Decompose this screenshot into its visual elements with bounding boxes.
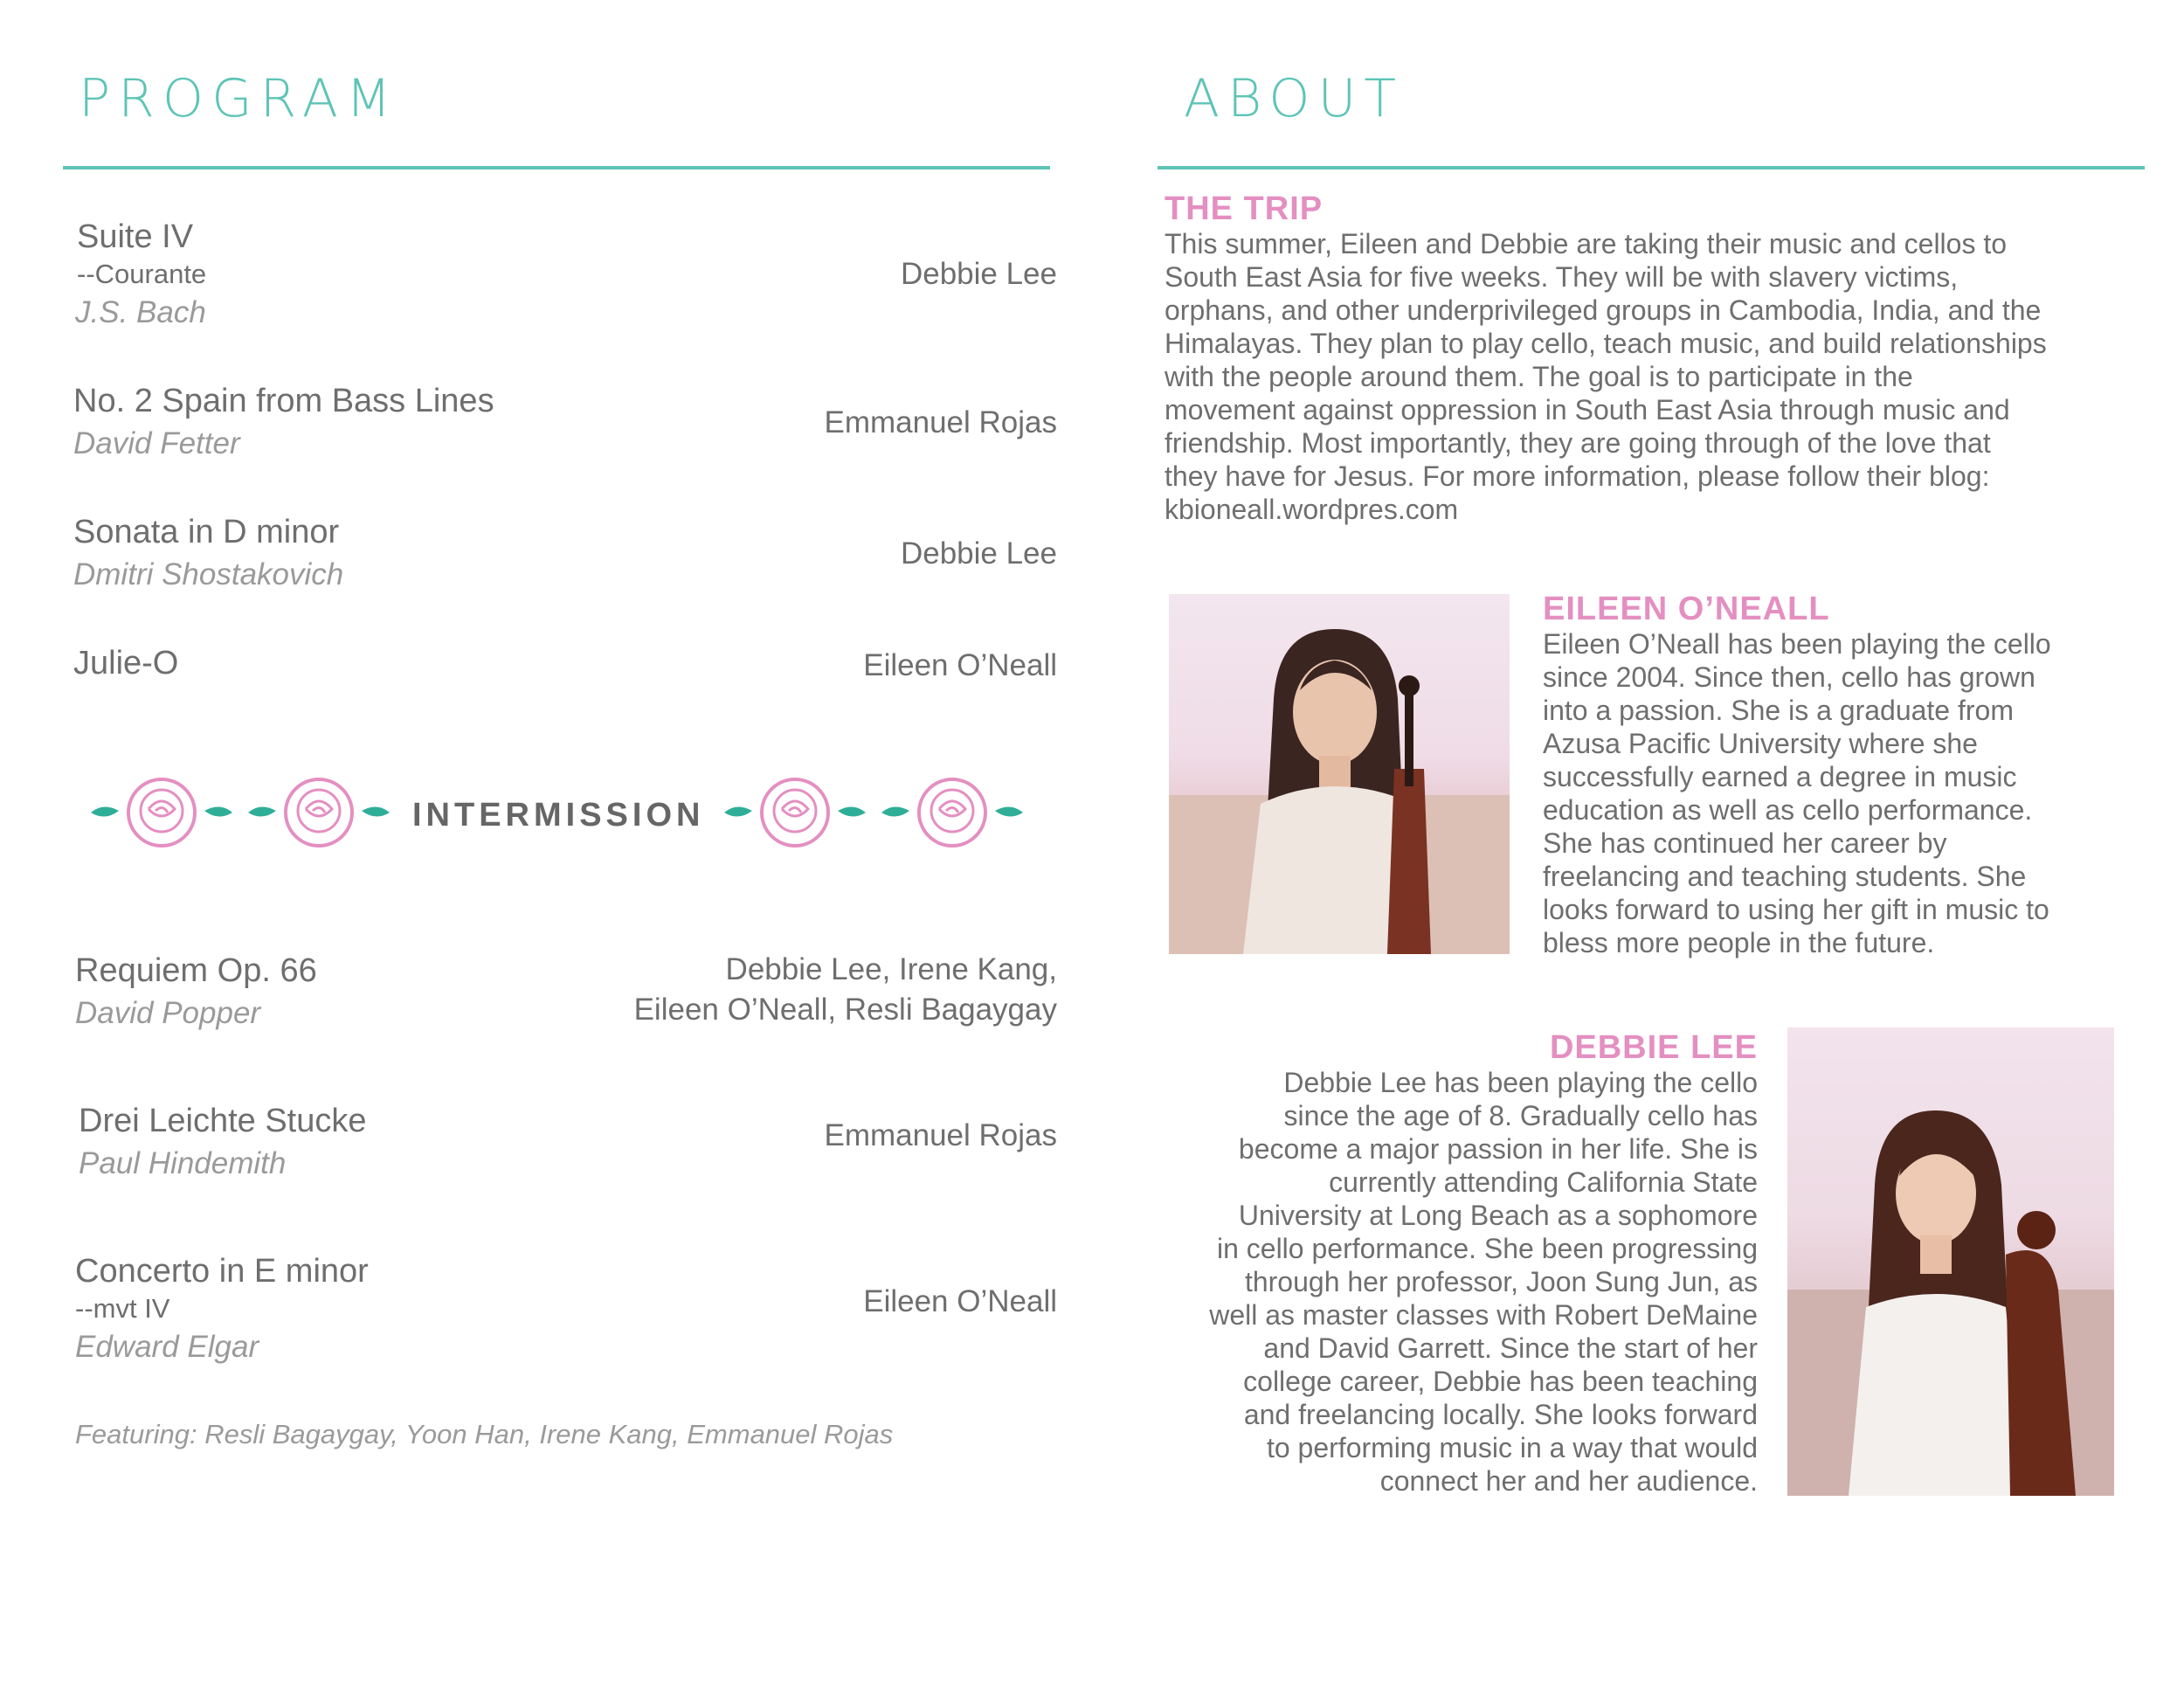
- piece-performer: Debbie Lee: [900, 257, 1057, 291]
- eileen-line: successfully earned a degree in music: [1543, 761, 2017, 792]
- debbie-line: and David Garrett. Since the start of her: [1263, 1332, 1758, 1364]
- piece-title: Sonata in D minor: [73, 514, 340, 550]
- piece-movement: --Courante: [77, 259, 207, 289]
- debbie-line: become a major passion in her life. She is: [1238, 1133, 1758, 1165]
- debbie-line: well as master classes with Robert DeMaine: [1209, 1299, 1758, 1331]
- piece-performer: Emmanuel Rojas: [824, 405, 1057, 439]
- about-heading: ABOUT: [1184, 68, 1405, 129]
- debbie-line: and freelancing locally. She looks forward: [1243, 1399, 1758, 1430]
- rose-ornament-left-2: [245, 769, 393, 856]
- trip-line: South East Asia for five weeks. They will be with slavery victims,: [1165, 261, 1959, 293]
- intermission-label: INTERMISSION: [412, 797, 705, 834]
- eileen-paragraph: [1543, 627, 2051, 959]
- trip-line: they have for Jesus. For more information, please follow their blog:: [1165, 460, 1990, 492]
- piece-performer: Eileen O’Neall: [863, 648, 1057, 682]
- piece-composer: Paul Hindemith: [79, 1146, 287, 1180]
- program-heading: PROGRAM: [79, 68, 399, 129]
- eileen-line: bless more people in the future.: [1543, 927, 1935, 958]
- eileen-line: looks forward to using her gift in music to: [1543, 894, 2049, 925]
- eileen-heading: EILEEN O’NEALL: [1543, 591, 1830, 627]
- eileen-line: freelancing and teaching students. She: [1543, 861, 2027, 892]
- rose-ornament-right-2: [878, 769, 1026, 856]
- eileen-line: since 2004. Since then, cello has grown: [1543, 661, 2035, 693]
- rose-icon: [245, 769, 393, 856]
- eileen-line: Eileen O’Neall has been playing the cello: [1543, 628, 2051, 660]
- trip-line: Himalayas. They plan to play cello, teach music, and build relationships: [1165, 328, 2047, 359]
- piece-composer: Edward Elgar: [75, 1330, 259, 1364]
- debbie-line: Debbie Lee has been playing the cello: [1283, 1067, 1758, 1098]
- featuring-line: Featuring: Resli Bagaygay, Yoon Han, Irene Kang, Emmanuel Rojas: [75, 1419, 894, 1449]
- trip-line: friendship. Most importantly, they are going through of the love that: [1165, 427, 1991, 459]
- piece-performer: Emmanuel Rojas: [824, 1118, 1057, 1152]
- piece-title: Drei Leichte Stucke: [79, 1103, 367, 1139]
- piece-title: Suite IV: [77, 218, 194, 255]
- about-rule: [1158, 166, 2145, 169]
- program-rule: [63, 166, 1050, 169]
- piece-movement: --mvt IV: [75, 1293, 170, 1324]
- debbie-line: college career, Debbie has been teaching: [1243, 1366, 1758, 1397]
- debbie-line: connect her and her audience.: [1379, 1465, 1758, 1497]
- eileen-line: into a passion. She is a graduate from: [1543, 695, 2014, 726]
- debbie-line: in cello performance. She been progressing: [1216, 1233, 1758, 1264]
- eileen-line: education as well as cello performance.: [1543, 794, 2033, 826]
- debbie-line: through her professor, Joon Sung Jun, as: [1244, 1266, 1758, 1297]
- eileen-line: Azusa Pacific University where she: [1543, 728, 1978, 759]
- piece-performer: Eileen O’Neall: [863, 1284, 1057, 1318]
- rose-icon: [878, 769, 1026, 856]
- rose-ornament-left: [87, 769, 236, 856]
- debbie-line: since the age of 8. Gradually cello has: [1283, 1100, 1758, 1131]
- debbie-photo: [1787, 1027, 2114, 1496]
- piece-performer: Debbie Lee, Irene Kang,: [725, 952, 1057, 986]
- debbie-line: University at Long Beach as a sophomore: [1238, 1200, 1758, 1231]
- debbie-line: to performing music in a way that would: [1266, 1432, 1758, 1463]
- rose-ornament-right: [721, 769, 869, 856]
- piece-composer: Dmitri Shostakovich: [73, 557, 344, 591]
- trip-line: orphans, and other underprivileged groups in Cambodia, India, and the: [1165, 294, 2042, 326]
- eileen-line: She has continued her career by: [1543, 827, 1947, 859]
- piece-title: Requiem Op. 66: [75, 952, 317, 989]
- debbie-paragraph: [1209, 1066, 1758, 1498]
- debbie-heading: DEBBIE LEE: [1549, 1029, 1758, 1066]
- piece-performer: Debbie Lee: [900, 536, 1057, 571]
- trip-line: movement against oppression in South East Asia through music and: [1165, 394, 2010, 425]
- trip-line: with the people around them. The goal is to participate in the: [1165, 361, 1913, 392]
- trip-line: This summer, Eileen and Debbie are taking their music and cellos to: [1165, 228, 2008, 259]
- piece-performer: Eileen O’Neall, Resli Bagaygay: [633, 993, 1057, 1027]
- rose-icon: [721, 769, 869, 856]
- piece-composer: J.S. Bach: [75, 295, 206, 329]
- trip-paragraph: [1165, 227, 2047, 526]
- debbie-line: currently attending California State: [1329, 1166, 1758, 1198]
- eileen-photo: [1169, 594, 1510, 954]
- piece-composer: David Fetter: [73, 426, 240, 460]
- trip-link[interactable]: kbioneall.wordpres.com: [1165, 494, 1459, 525]
- piece-title: Julie-O: [73, 645, 179, 681]
- rose-icon: [87, 769, 236, 856]
- piece-title: No. 2 Spain from Bass Lines: [73, 383, 494, 419]
- trip-heading: THE TRIP: [1165, 190, 1324, 227]
- piece-composer: David Popper: [75, 996, 261, 1030]
- piece-title: Concerto in E minor: [75, 1253, 369, 1290]
